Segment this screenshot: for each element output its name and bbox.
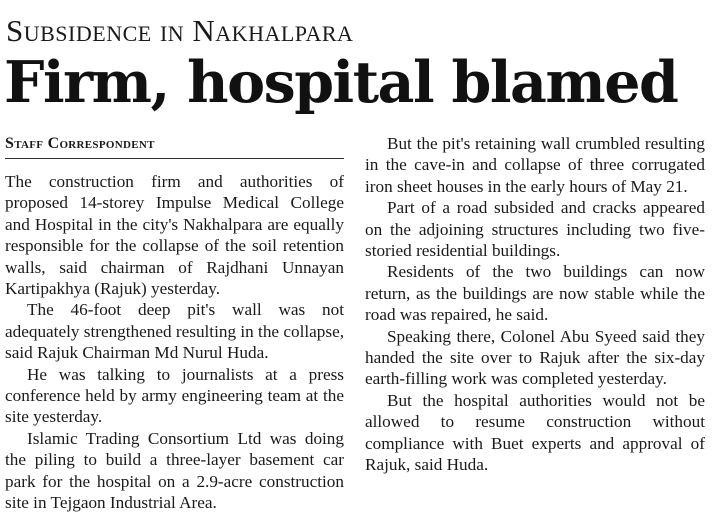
article-kicker: Subsidence in Nakhalpara bbox=[6, 13, 354, 48]
article-paragraph: But the pit's retaining wall crumbled resulting in the cave-in and collapse of three corrugated iron sheet houses in the early hours of May 21. bbox=[365, 134, 705, 196]
article-paragraph: The 46-foot deep pit's wall was not adequately strengthened resulting in the collapse, said Rajuk Chairman Md Nurul Huda. bbox=[5, 300, 344, 363]
article-column-right bbox=[365, 133, 705, 476]
article-column-left bbox=[5, 133, 344, 514]
article-paragraph: He was talking to journalists at a press conference held by army engineering team at the site yesterday. bbox=[5, 364, 344, 427]
article-byline: Staff Correspondent bbox=[5, 133, 344, 159]
article-paragraph: Part of a road subsided and cracks appeared on the adjoining structures including two five-storied residential buildings. bbox=[365, 198, 705, 261]
article-paragraph: Speaking there, Colonel Abu Syeed said they handed the site over to Rajuk after the six-day earth-filling work was completed yesterday. bbox=[365, 326, 705, 389]
article-paragraph: Residents of the two buildings can now return, as the buildings are now stable while the road was repaired, he said. bbox=[365, 262, 705, 325]
article-paragraph: But the hospital authorities would not be allowed to resume construction without compliance with Buet experts and approval of Rajuk, said Huda. bbox=[365, 390, 705, 475]
article-paragraph: The construction firm and authorities of proposed 14-storey Impulse Medical College and Hospital in the city's Nakhalpara are equally responsible for the collapse of the soil retention walls, said chairman of Rajdhani Unnayan Kartipakhya (Rajuk) yesterday. bbox=[5, 172, 344, 299]
article-headline: Firm, hospital blamed bbox=[4, 49, 678, 116]
article-paragraph: Islamic Trading Consortium Ltd was doing the piling to build a three-layer basement car park for the hospital on a 2.9-acre construction site in Tejgaon Industrial Area. bbox=[5, 428, 344, 513]
